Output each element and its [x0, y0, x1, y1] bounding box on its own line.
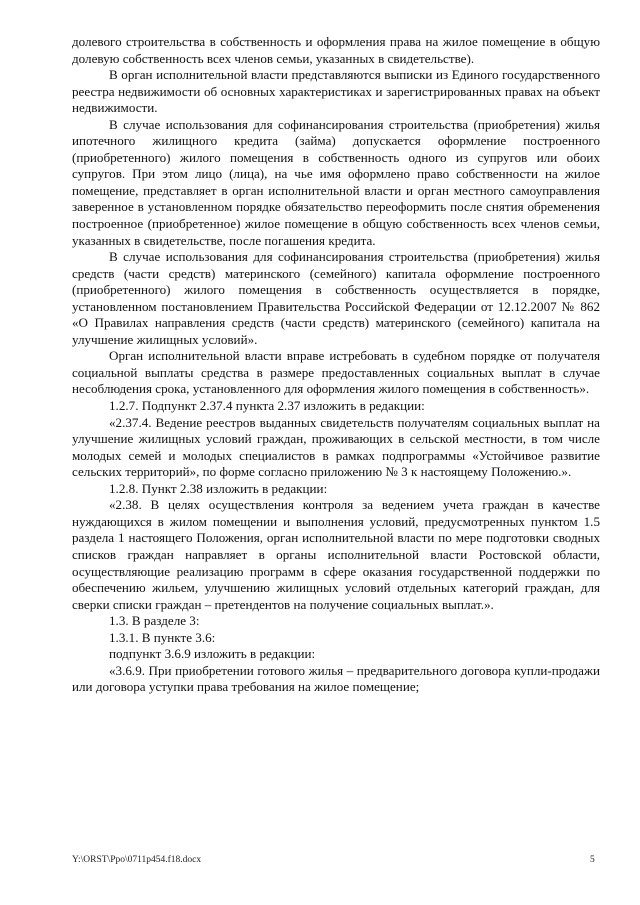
paragraph-3: В случае использования для софинансирования строительства (приобретения) жилья ипотечного жилищного кредита (займа) допускается оформление построенного (приобретенного) жилого помещения в собственность одного из супругов или обоих супругов. При этом лицо (лица), на чье имя оформлено право собственности на жилое помещение, представляет в орган исполнительной власти и орган местного самоуправления заверенное в установленном порядке обязательство переоформить после снятия обременения построенное (приобретенное) жилое помещение в общую собственность всех членов семьи, указанных в свидетельстве, после погашения кредита. — [72, 116, 600, 248]
paragraph-4: В случае использования для софинансирования строительства (приобретения) жилья средств (части средств) материнского (семейного) капитала оформление построенного (приобретенного) жилого помещения в собственность осуществляется в порядке, установленном постановлением Правительства Российской Федерации от 12.12.2007 № 862 «О Правилах направления средств (части средств) материнского (семейного) капитала на улучшение жилищных условий». — [72, 249, 600, 347]
page-number: 5 — [590, 855, 595, 865]
paragraph-1: долевого строительства в собственность и оформления права на жилое помещение в общую долевую собственность всех членов семьи, указанных в свидетельстве). — [72, 34, 600, 66]
paragraph-6: 1.2.7. Подпункт 2.37.4 пункта 2.37 изложить в редакции: — [109, 398, 425, 414]
paragraph-2: В орган исполнительной власти представляются выписки из Единого государственного реестра недвижимости об основных характеристиках и зарегистрированных правах на объект недвижимости. — [72, 67, 600, 116]
paragraph-10: 1.3. В разделе 3: — [109, 613, 200, 629]
paragraph-9: «2.38. В целях осуществления контроля за ведением учета граждан в качестве нуждающихся в жилом помещении и выполнения условий, предусмотренных пунктом 1.5 раздела 1 настоящего Положения, орган исполнительной власти по мере подготовки сводных списков граждан направляет в органы исполнительной власти Ростовской области, осуществляющие реализацию программ в сфере оказания государственной поддержки по обеспечению жильем, улучшению жилищных условий отдельных категорий граждан, для сверки списки граждан – претендентов на получение социальных выплат.». — [72, 497, 600, 612]
paragraph-13: «3.6.9. При приобретении готового жилья – предварительного договора купли-продажи или договора уступки права требования на жилое помещение; — [72, 662, 600, 695]
paragraph-11: 1.3.1. В пункте 3.6: — [109, 629, 216, 645]
paragraph-8: 1.2.8. Пункт 2.38 изложить в редакции: — [109, 480, 328, 496]
paragraph-7: «2.37.4. Ведение реестров выданных свидетельств получателям социальных выплат на улучшение жилищных условий граждан, проживающих в сельской местности, в том числе молодых семей и молодых специалистов в рамках подпрограммы «Устойчивое развитие сельских территорий», по форме согласно приложению № 3 к настоящему Положению.». — [72, 414, 600, 480]
paragraph-12: подпункт 3.6.9 изложить в редакции: — [109, 646, 316, 662]
document-body — [72, 34, 600, 696]
paragraph-5: Орган исполнительной власти вправе истребовать в судебном порядке от получателя социальной выплаты средства в размере предоставленных социальных выплат в случае несоблюдения срока, установленного для оформления жилого помещения в собственность». — [72, 348, 600, 397]
footer-file-path: Y:\ORST\Ppo\0711p454.f18.docx — [72, 855, 202, 865]
